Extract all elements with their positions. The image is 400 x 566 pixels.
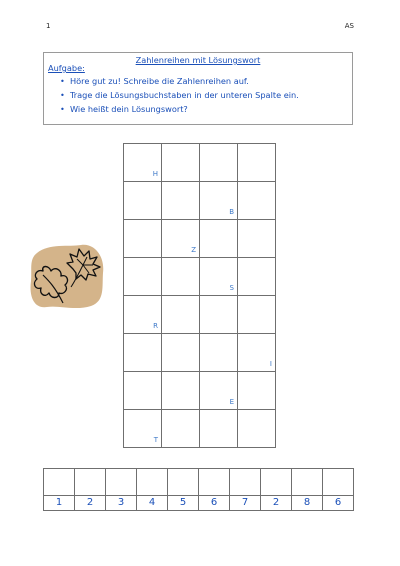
answer-number: 6 xyxy=(323,496,354,511)
grid-cell xyxy=(162,296,200,334)
answer-blank-cell[interactable] xyxy=(292,469,323,496)
grid-cell xyxy=(200,372,238,410)
grid-cell xyxy=(124,372,162,410)
task-title: Zahlenreihen mit Lösungswort xyxy=(135,55,261,65)
autumn-leaves-icon xyxy=(29,243,105,309)
grid-cell xyxy=(162,410,200,448)
grid-cell xyxy=(124,296,162,334)
grid-cell xyxy=(200,258,238,296)
grid-cell xyxy=(200,296,238,334)
grid-cell xyxy=(200,334,238,372)
grid-letter: B xyxy=(229,208,234,216)
answer-blank-cell[interactable] xyxy=(199,469,230,496)
answer-blank-cell[interactable] xyxy=(168,469,199,496)
grid-letter: I xyxy=(269,360,272,368)
grid-cell xyxy=(162,372,200,410)
grid-cell xyxy=(200,144,238,182)
answer-blank-row xyxy=(44,469,354,496)
grid-cell xyxy=(238,220,276,258)
answer-blank-cell[interactable] xyxy=(261,469,292,496)
grid-cell xyxy=(124,144,162,182)
grid-cell xyxy=(200,410,238,448)
answer-number: 1 xyxy=(44,496,75,511)
grid-cell xyxy=(238,182,276,220)
grid-cell xyxy=(238,334,276,372)
grid-row xyxy=(124,182,276,220)
grid-letter: E xyxy=(229,398,234,406)
grid-cell xyxy=(200,182,238,220)
grid-cell xyxy=(162,220,200,258)
task-item: • Wie heißt dein Lösungswort? xyxy=(60,102,299,116)
answer-number-row xyxy=(44,496,354,511)
answer-blank-cell[interactable] xyxy=(44,469,75,496)
answer-number: 4 xyxy=(137,496,168,511)
answer-blank-cell[interactable] xyxy=(106,469,137,496)
grid-row xyxy=(124,258,276,296)
grid-row xyxy=(124,220,276,258)
letter-grid xyxy=(123,143,276,448)
answer-number: 7 xyxy=(230,496,261,511)
grid-cell xyxy=(162,334,200,372)
grid-row xyxy=(124,296,276,334)
grid-cell xyxy=(238,296,276,334)
grid-cell xyxy=(238,410,276,448)
grid-letter: R xyxy=(153,322,158,330)
grid-letter: Z xyxy=(191,246,196,254)
task-item: • Höre gut zu! Schreibe die Zahlenreihen auf. xyxy=(60,74,299,88)
answer-number: 5 xyxy=(168,496,199,511)
grid-cell xyxy=(124,334,162,372)
grid-letter: T xyxy=(153,436,158,444)
grid-cell xyxy=(124,258,162,296)
task-item: • Trage die Lösungsbuchstaben in der unteren Spalte ein. xyxy=(60,88,299,102)
worksheet-code: AS xyxy=(344,22,354,30)
grid-row xyxy=(124,410,276,448)
grid-row xyxy=(124,372,276,410)
grid-cell xyxy=(162,144,200,182)
answer-number: 6 xyxy=(199,496,230,511)
task-box xyxy=(43,52,353,125)
answer-number: 2 xyxy=(261,496,292,511)
task-label: Aufgabe: xyxy=(48,63,85,73)
answer-table xyxy=(43,468,354,511)
grid-letter: S xyxy=(229,284,234,292)
grid-cell xyxy=(238,372,276,410)
answer-number: 2 xyxy=(75,496,106,511)
grid-cell xyxy=(124,410,162,448)
answer-blank-cell[interactable] xyxy=(230,469,261,496)
grid-cell xyxy=(162,258,200,296)
grid-cell xyxy=(238,144,276,182)
grid-cell xyxy=(238,258,276,296)
grid-cell xyxy=(162,182,200,220)
answer-blank-cell[interactable] xyxy=(323,469,354,496)
grid-cell xyxy=(200,220,238,258)
answer-number: 3 xyxy=(106,496,137,511)
answer-blank-cell[interactable] xyxy=(75,469,106,496)
grid-row xyxy=(124,334,276,372)
grid-cell xyxy=(124,182,162,220)
grid-letter: H xyxy=(152,170,158,178)
grid-row xyxy=(124,144,276,182)
task-list xyxy=(60,74,299,116)
answer-blank-cell[interactable] xyxy=(137,469,168,496)
answer-number: 8 xyxy=(292,496,323,511)
grid-cell xyxy=(124,220,162,258)
page-number: 1 xyxy=(46,22,51,30)
